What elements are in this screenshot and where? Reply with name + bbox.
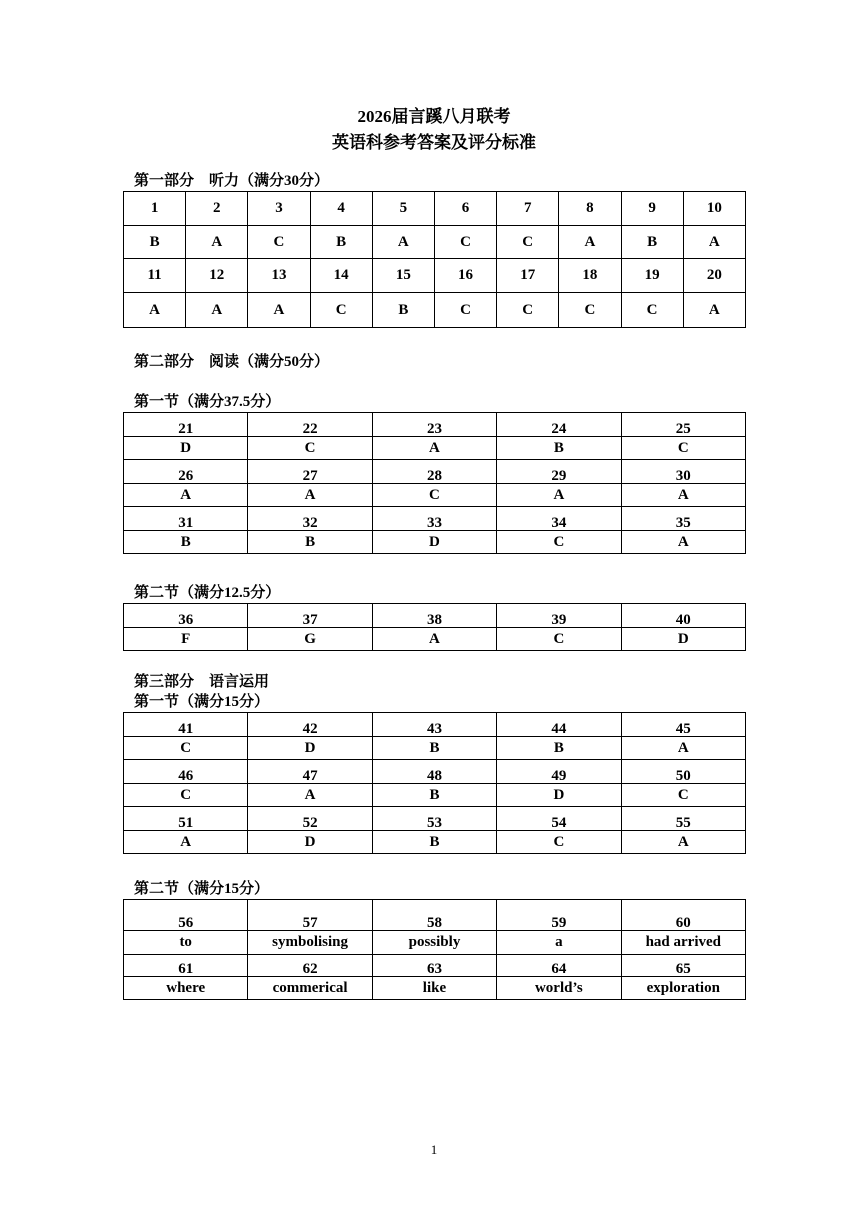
answer-cell: A (124, 831, 248, 854)
answer-cell: G (248, 628, 372, 651)
question-number-row (124, 413, 746, 437)
answer-cell: C (621, 437, 745, 460)
question-number-cell: 64 (497, 955, 621, 977)
answer-cell: C (124, 737, 248, 760)
answer-cell: C (497, 831, 621, 854)
answer-row (124, 293, 746, 328)
answer-cell: A (372, 628, 496, 651)
language-section1-table (123, 712, 746, 854)
part1-heading: 第一部分 听力（满分30分） (134, 173, 330, 189)
answer-cell: D (497, 784, 621, 807)
question-number-cell: 42 (248, 713, 372, 737)
answer-cell: A (559, 226, 621, 259)
question-number-cell: 63 (372, 955, 496, 977)
doc-title-line1: 2026届言蹊八月联考 (357, 107, 511, 126)
answer-cell: B (124, 226, 186, 259)
question-number-cell: 55 (621, 807, 745, 831)
question-number-cell: 4 (310, 192, 372, 226)
reading-section2-table (123, 603, 746, 651)
answer-cell: C (621, 784, 745, 807)
answer-row (124, 531, 746, 554)
answer-cell: D (248, 737, 372, 760)
answer-cell: B (621, 226, 683, 259)
question-number-cell: 23 (372, 413, 496, 437)
answer-cell: a (497, 931, 621, 955)
part3-section1-heading: 第一节（满分15分） (134, 694, 270, 710)
answer-cell: B (497, 437, 621, 460)
question-number-cell: 45 (621, 713, 745, 737)
question-number-cell: 20 (683, 259, 745, 293)
answer-cell: like (372, 977, 496, 1000)
answer-cell: A (683, 293, 745, 328)
answer-cell: symbolising (248, 931, 372, 955)
question-number-row (124, 760, 746, 784)
question-number-cell: 65 (621, 955, 745, 977)
question-number-cell: 47 (248, 760, 372, 784)
answer-cell: C (124, 784, 248, 807)
question-number-cell: 61 (124, 955, 248, 977)
question-number-cell: 43 (372, 713, 496, 737)
answer-row (124, 628, 746, 651)
answer-cell: B (372, 784, 496, 807)
answer-cell: A (124, 293, 186, 328)
answer-cell: C (434, 226, 496, 259)
question-number-cell: 3 (248, 192, 310, 226)
question-number-row (124, 192, 746, 226)
answer-cell: C (310, 293, 372, 328)
question-number-cell: 35 (621, 507, 745, 531)
part2-heading: 第二部分 阅读（满分50分） (134, 354, 330, 370)
question-number-cell: 60 (621, 900, 745, 931)
question-number-cell: 11 (124, 259, 186, 293)
part2-section1-heading: 第一节（满分37.5分） (134, 394, 281, 410)
answer-cell: D (372, 531, 496, 554)
language-section2-table (123, 899, 746, 1000)
answer-cell: world’s (497, 977, 621, 1000)
answer-row (124, 931, 746, 955)
answer-cell: A (372, 226, 434, 259)
question-number-cell: 18 (559, 259, 621, 293)
question-number-cell: 2 (186, 192, 248, 226)
answer-cell: exploration (621, 977, 745, 1000)
question-number-cell: 27 (248, 460, 372, 484)
question-number-cell: 14 (310, 259, 372, 293)
question-number-cell: 21 (124, 413, 248, 437)
question-number-cell: 8 (559, 192, 621, 226)
answer-cell: C (497, 628, 621, 651)
question-number-cell: 22 (248, 413, 372, 437)
question-number-cell: 24 (497, 413, 621, 437)
answer-cell: D (248, 831, 372, 854)
question-number-cell: 33 (372, 507, 496, 531)
question-number-cell: 62 (248, 955, 372, 977)
answer-cell: possibly (372, 931, 496, 955)
answer-cell: A (186, 226, 248, 259)
answer-cell: A (621, 831, 745, 854)
question-number-cell: 5 (372, 192, 434, 226)
part3-section2-heading: 第二节（满分15分） (134, 881, 270, 897)
question-number-cell: 41 (124, 713, 248, 737)
question-number-cell: 34 (497, 507, 621, 531)
question-number-cell: 13 (248, 259, 310, 293)
question-number-cell: 25 (621, 413, 745, 437)
answer-cell: C (248, 226, 310, 259)
question-number-cell: 39 (497, 604, 621, 628)
question-number-cell: 31 (124, 507, 248, 531)
question-number-cell: 49 (497, 760, 621, 784)
question-number-row (124, 507, 746, 531)
question-number-cell: 57 (248, 900, 372, 931)
answer-row (124, 484, 746, 507)
answer-cell: A (497, 484, 621, 507)
question-number-cell: 40 (621, 604, 745, 628)
part3-heading: 第三部分 语言运用 (134, 674, 270, 690)
page-number: 1 (430, 1142, 438, 1157)
answer-cell: D (124, 437, 248, 460)
answer-cell: A (683, 226, 745, 259)
answer-cell: A (248, 784, 372, 807)
question-number-cell: 54 (497, 807, 621, 831)
question-number-cell: 7 (497, 192, 559, 226)
answer-row (124, 831, 746, 854)
question-number-cell: 19 (621, 259, 683, 293)
question-number-cell: 32 (248, 507, 372, 531)
question-number-row (124, 807, 746, 831)
answer-cell: C (621, 293, 683, 328)
answer-cell: commerical (248, 977, 372, 1000)
answer-cell: C (497, 226, 559, 259)
answer-cell: B (124, 531, 248, 554)
question-number-cell: 37 (248, 604, 372, 628)
question-number-cell: 50 (621, 760, 745, 784)
answer-cell: C (434, 293, 496, 328)
answer-cell: C (559, 293, 621, 328)
question-number-cell: 30 (621, 460, 745, 484)
answer-cell: A (124, 484, 248, 507)
question-number-cell: 58 (372, 900, 496, 931)
question-number-row (124, 955, 746, 977)
question-number-cell: 26 (124, 460, 248, 484)
answer-cell: A (621, 531, 745, 554)
question-number-cell: 17 (497, 259, 559, 293)
question-number-cell: 38 (372, 604, 496, 628)
answer-cell: had arrived (621, 931, 745, 955)
question-number-cell: 16 (434, 259, 496, 293)
answer-cell: B (497, 737, 621, 760)
question-number-cell: 6 (434, 192, 496, 226)
answer-cell: A (372, 437, 496, 460)
answer-cell: A (621, 737, 745, 760)
question-number-cell: 46 (124, 760, 248, 784)
question-number-cell: 48 (372, 760, 496, 784)
answer-cell: B (372, 737, 496, 760)
answer-cell: D (621, 628, 745, 651)
answer-row (124, 784, 746, 807)
question-number-row (124, 460, 746, 484)
answer-cell: B (372, 831, 496, 854)
question-number-cell: 29 (497, 460, 621, 484)
answer-cell: B (372, 293, 434, 328)
answer-cell: A (248, 484, 372, 507)
answer-cell: C (497, 293, 559, 328)
question-number-cell: 36 (124, 604, 248, 628)
question-number-cell: 1 (124, 192, 186, 226)
answer-row (124, 977, 746, 1000)
answer-cell: C (372, 484, 496, 507)
answer-cell: C (248, 437, 372, 460)
answer-row (124, 737, 746, 760)
reading-section1-table (123, 412, 746, 554)
answer-row (124, 226, 746, 259)
answer-cell: A (186, 293, 248, 328)
answer-row (124, 437, 746, 460)
question-number-cell: 51 (124, 807, 248, 831)
answer-cell: where (124, 977, 248, 1000)
doc-title-line2: 英语科参考答案及评分标准 (332, 133, 536, 152)
question-number-cell: 59 (497, 900, 621, 931)
answer-cell: B (310, 226, 372, 259)
question-number-cell: 52 (248, 807, 372, 831)
answer-cell: C (497, 531, 621, 554)
question-number-cell: 44 (497, 713, 621, 737)
question-number-row (124, 900, 746, 931)
answer-cell: to (124, 931, 248, 955)
question-number-row (124, 604, 746, 628)
answer-cell: F (124, 628, 248, 651)
question-number-cell: 28 (372, 460, 496, 484)
answer-cell: B (248, 531, 372, 554)
question-number-cell: 10 (683, 192, 745, 226)
part2-section2-heading: 第二节（满分12.5分） (134, 585, 281, 601)
question-number-row (124, 259, 746, 293)
question-number-cell: 12 (186, 259, 248, 293)
question-number-cell: 15 (372, 259, 434, 293)
listening-answer-table (123, 191, 746, 328)
answer-cell: A (621, 484, 745, 507)
question-number-row (124, 713, 746, 737)
question-number-cell: 9 (621, 192, 683, 226)
question-number-cell: 53 (372, 807, 496, 831)
question-number-cell: 56 (124, 900, 248, 931)
answer-cell: A (248, 293, 310, 328)
